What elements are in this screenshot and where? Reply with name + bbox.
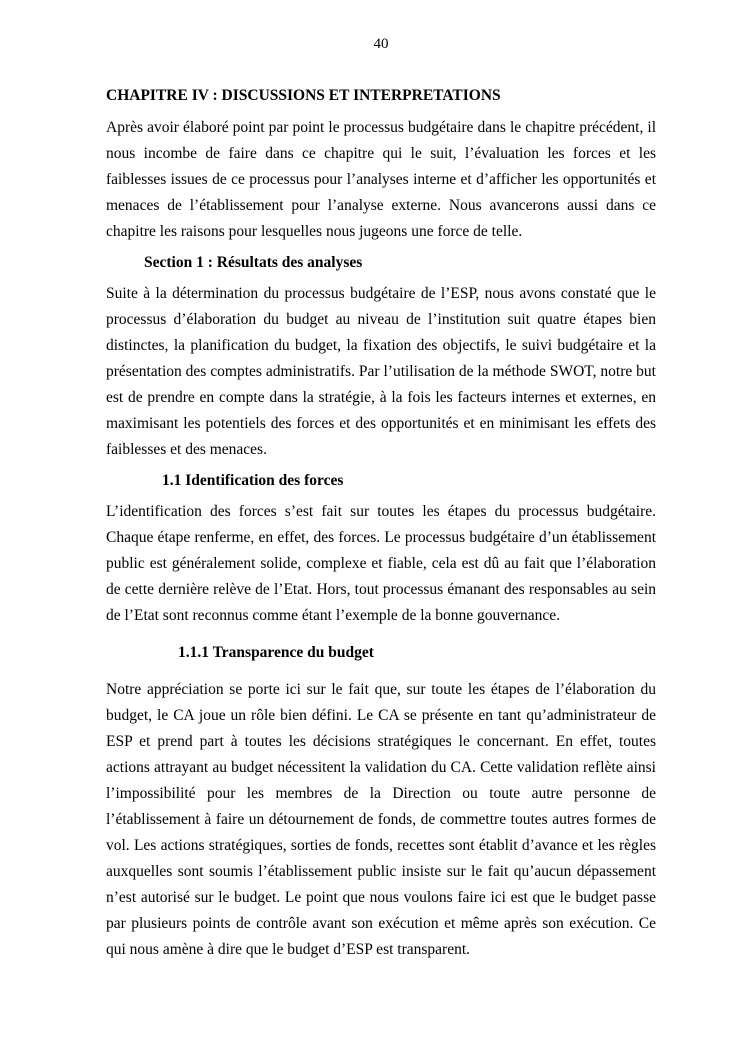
section-1-1-heading: 1.1 Identification des forces (162, 472, 344, 489)
section-1-1-1-paragraph: Notre appréciation se porte ici sur le fait que, sur toute les étapes de l’élaboration du budget, le CA joue un rôle bien défini. Le CA se présente en tant qu’administrateur de ESP et prend part à toutes les décisions stratégiques le concernant. En effet, toutes actions attrayant au budget nécessitent la validation du CA. Cette validation reflète ainsi l’impossibilité pour les membres de la Direction ou toute autre personne de l’établissement à faire un détournement de fonds, de commettre toutes autres formes de vol. Les actions stratégiques, sorties de fonds, recettes sont établit d’avance et les règles auxquelles sont soumis l’établissement public insiste sur le fait qu’aucun dépassement n’est autorisé sur le budget. Le point que nous voulons faire ici est que le budget passe par plusieurs points de contrôle avant son exécution et même après son exécution. Ce qui nous amène à dire que le budget d’ESP est transparent. (106, 681, 656, 958)
section-1-paragraph: Suite à la détermination du processus budgétaire de l’ESP, nous avons constaté que le processus d’élaboration du budget au niveau de l’institution suit quatre étapes bien distinctes, la planification du budget, la fixation des objectifs, le suivi budgétaire et la présentation des comptes administratifs. Par l’utilisation de la méthode SWOT, notre but est de prendre en compte dans la stratégie, à la fois les facteurs internes et externes, en maximisant les potentiels des forces et des opportunités et en minimisant les effets des faiblesses et des menaces. (106, 285, 656, 458)
section-1-heading: Section 1 : Résultats des analyses (144, 254, 363, 271)
section-1-1-1-heading: 1.1.1 Transparence du budget (178, 644, 374, 661)
section-1-1-paragraph: L’identification des forces s’est fait sur toutes les étapes du processus budgétaire. Chaque étape renferme, en effet, des forces. Le processus budgétaire d’un établissement public est généralement solide, complexe et fiable, cela est dû au fait que l’élaboration de cette dernière relève de l’Etat. Hors, tout processus émanant des responsables au sein de l’Etat sont reconnus comme étant l’exemple de la bonne gouvernance. (106, 503, 656, 624)
intro-paragraph: Après avoir élaboré point par point le processus budgétaire dans le chapitre précédent, il nous incombe de faire dans ce chapitre qui le suit, l’évaluation les forces et les faiblesses issues de ce processus pour l’analyses interne et d’afficher les opportunités et menaces de l’établissement pour l’analyse externe. Nous avancerons aussi dans ce chapitre les raisons pour lesquelles nous jugeons une force de telle. (106, 119, 656, 240)
chapter-heading: CHAPITRE IV : DISCUSSIONS ET INTERPRETATIONS (106, 87, 501, 104)
page-number: 40 (373, 36, 389, 52)
